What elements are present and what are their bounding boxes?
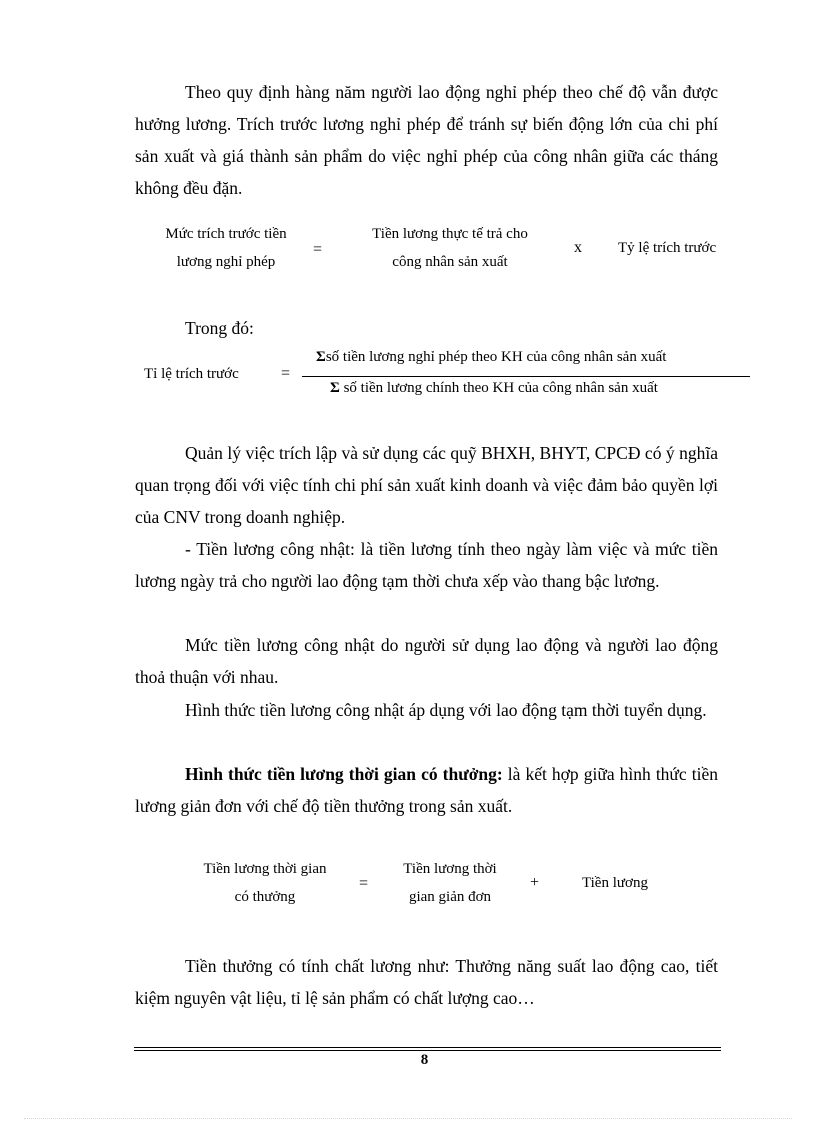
paragraph-time-wage-bonus — [135, 758, 718, 822]
formula1-lhs-line1: Mức trích trước tiền — [165, 226, 287, 242]
paragraph-leave-wage-accrual: Theo quy định hàng năm người lao động nghỉ phép theo chế độ vẫn được hưởng lương. Trích trước lương nghỉ phép để tránh sự biến động lớn của chi phí sản xuất và giá thành sản phẩm do việc nghỉ phép của công nhân giữa các tháng không đều đặn. — [135, 82, 718, 198]
formula3-plus: + — [530, 874, 540, 891]
footer-rule-bottom — [134, 1050, 721, 1051]
paragraph-where: Trong đó: — [185, 318, 254, 338]
formula3-lhs-line1: Tiền lương thời gian — [203, 861, 327, 877]
formula3-term1-line1: Tiền lương thời — [403, 861, 497, 877]
formula2-equals: = — [281, 365, 291, 382]
sigma-symbol: Σ — [330, 380, 340, 396]
formula2-numerator — [302, 343, 750, 371]
paragraph-daily-wage-application: Hình thức tiền lương công nhật áp dụng với lao động tạm thời tuyển dụng. — [185, 700, 707, 720]
formula2-denominator — [302, 374, 750, 402]
paragraph-daily-wage: - Tiền lương công nhật: là tiền lương tính theo ngày làm việc và mức tiền lương ngày trả cho người lao động tạm thời chưa xếp vào thang bậc lương. — [135, 539, 718, 591]
formula1-times: x — [574, 239, 582, 256]
paragraph-bonus-nature: Tiền thưởng có tính chất lương như: Thưởng năng suất lao động cao, tiết kiệm nguyên vật liệu, tỉ lệ sản phẩm có chất lượng cao… — [135, 956, 718, 1008]
formula3-lhs — [180, 855, 350, 911]
formula2-denominator-text: số tiền lương chính theo KH của công nhân sản xuất — [339, 380, 658, 396]
formula1-term1 — [340, 220, 560, 276]
formula3-term2: Tiền lương — [582, 875, 648, 891]
formula1-equals: = — [313, 241, 323, 258]
formula1-term1-line1: Tiền lương thực tế trả cho — [372, 226, 528, 242]
paragraph-text: là kết hợp giữa hình thức tiền lương giản đơn với chế độ tiền thưởng trong sản xuất. — [135, 764, 718, 816]
formula3-term1-line2: gian giản đơn — [408, 889, 492, 905]
paragraph-fund-management: Quản lý việc trích lập và sử dụng các quỹ BHXH, BHYT, CPCĐ có ý nghĩa quan trọng đối với việc tính chi phí sản xuất kinh doanh và việc đảm bảo quyền lợi của CNV trong doanh nghiệp. — [135, 443, 718, 527]
footer-rule-top — [134, 1047, 721, 1048]
formula1-term2: Tỷ lệ trích trước — [618, 240, 717, 256]
formula2-numerator-text: số tiền lương nghỉ phép theo KH của công nhân sản xuất — [325, 349, 667, 365]
page-edge-divider — [24, 1118, 792, 1119]
formula1-term1-line2: công nhân sản xuất — [392, 254, 508, 270]
sigma-symbol: Σ — [316, 349, 326, 365]
bold-term: Hình thức tiền lương thời gian có thưởng: — [185, 764, 503, 784]
formula1-lhs-line2: lương nghỉ phép — [176, 254, 276, 270]
paragraph-daily-wage-agreement: Mức tiền lương công nhật do người sử dụng lao động và người lao động thoả thuận với nhau. — [135, 635, 718, 687]
formula2-lhs: Tỉ lệ trích trước — [144, 366, 239, 382]
formula1-lhs — [140, 220, 312, 276]
formula3-term1 — [380, 855, 520, 911]
formula3-equals: = — [359, 875, 369, 892]
formula3-lhs-line2: có thưởng — [234, 889, 296, 905]
page-number: 8 — [420, 1052, 429, 1068]
